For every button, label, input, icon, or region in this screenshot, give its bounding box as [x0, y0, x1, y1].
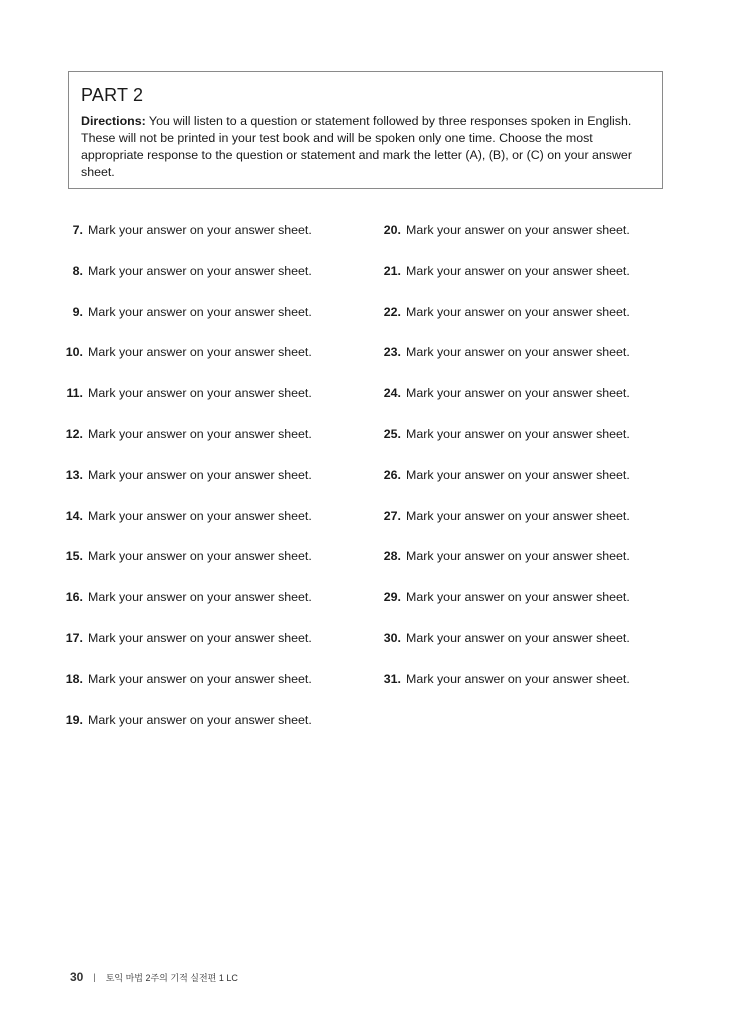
question-number: 26. — [383, 467, 401, 482]
footer-separator: | — [93, 972, 96, 982]
question-text: Mark your answer on your answer sheet. — [88, 630, 312, 645]
question-text: Mark your answer on your answer sheet. — [406, 304, 630, 319]
question-item — [378, 426, 678, 467]
question-number: 15. — [65, 549, 83, 564]
question-text: Mark your answer on your answer sheet. — [88, 223, 312, 237]
question-number: 10. — [65, 345, 83, 360]
question-number: 11. — [66, 386, 83, 401]
question-text: Mark your answer on your answer sheet. — [88, 426, 312, 441]
question-number: 25. — [383, 426, 401, 441]
part-title: PART 2 — [81, 85, 144, 105]
question-item — [378, 467, 678, 508]
directions-box — [68, 71, 663, 189]
question-item — [60, 263, 360, 304]
question-number: 27. — [383, 508, 401, 523]
question-text: Mark your answer on your answer sheet. — [88, 712, 312, 727]
question-item — [378, 589, 678, 630]
question-number: 12. — [65, 426, 83, 441]
question-item — [378, 263, 678, 304]
question-text: Mark your answer on your answer sheet. — [88, 549, 312, 564]
question-number: 13. — [65, 467, 83, 482]
page-footer — [70, 970, 238, 984]
question-number: 14. — [65, 508, 83, 523]
question-item — [60, 344, 360, 385]
question-number: 19. — [65, 712, 83, 727]
question-text: Mark your answer on your answer sheet. — [406, 508, 630, 523]
question-text: Mark your answer on your answer sheet. — [88, 467, 312, 482]
question-column-right — [378, 222, 678, 712]
question-number: 16. — [65, 590, 83, 605]
question-text: Mark your answer on your answer sheet. — [406, 263, 630, 278]
question-item — [378, 508, 678, 549]
question-text: Mark your answer on your answer sheet. — [406, 590, 630, 605]
question-text: Mark your answer on your answer sheet. — [88, 345, 312, 360]
question-number: 22. — [383, 304, 401, 319]
question-number: 30. — [383, 630, 401, 645]
question-text: Mark your answer on your answer sheet. — [88, 671, 312, 686]
question-item — [60, 589, 360, 630]
question-item — [378, 671, 678, 712]
page-number: 30 — [70, 970, 84, 984]
question-item — [60, 630, 360, 671]
question-item — [378, 630, 678, 671]
question-item — [60, 467, 360, 508]
question-text: Mark your answer on your answer sheet. — [406, 630, 630, 645]
question-number: 21. — [383, 263, 401, 278]
question-number: 24. — [383, 386, 401, 401]
question-number: 23. — [383, 345, 401, 360]
directions-body: You will listen to a question or statement followed by three responses spoken in English. These will not be printed in your test book and will be spoken only one time. Choose the most appropriate response to the question or statement and mark the letter (A), (B), or (C) on your answer sheet. — [81, 114, 632, 179]
question-number: 29. — [383, 590, 401, 605]
question-number: 28. — [383, 549, 401, 564]
question-number: 9. — [72, 304, 83, 319]
question-item — [60, 548, 360, 589]
question-text: Mark your answer on your answer sheet. — [88, 386, 312, 401]
question-item — [60, 385, 360, 426]
question-item — [60, 508, 360, 549]
question-number: 31. — [383, 671, 401, 686]
question-item — [60, 712, 360, 753]
question-text: Mark your answer on your answer sheet. — [406, 386, 630, 401]
question-item — [378, 548, 678, 589]
question-text: Mark your answer on your answer sheet. — [88, 263, 312, 278]
directions-label: Directions: — [81, 114, 146, 128]
question-item — [378, 344, 678, 385]
question-item — [378, 304, 678, 345]
question-text: Mark your answer on your answer sheet. — [406, 426, 630, 441]
question-text: Mark your answer on your answer sheet. — [406, 671, 630, 686]
directions-text — [81, 113, 650, 181]
question-number: 18. — [65, 671, 83, 686]
question-item — [60, 426, 360, 467]
question-number: 7. — [72, 223, 83, 237]
question-item — [60, 671, 360, 712]
question-text: Mark your answer on your answer sheet. — [406, 223, 630, 237]
question-number: 8. — [72, 263, 83, 278]
question-item — [378, 222, 678, 263]
question-text: Mark your answer on your answer sheet. — [406, 345, 630, 360]
question-item — [60, 222, 360, 263]
question-text: Mark your answer on your answer sheet. — [88, 508, 312, 523]
question-text: Mark your answer on your answer sheet. — [88, 590, 312, 605]
question-column-left — [60, 222, 360, 752]
question-text: Mark your answer on your answer sheet. — [88, 304, 312, 319]
book-title: 토익 마법 2주의 기적 실전편 1 LC — [105, 972, 238, 983]
question-text: Mark your answer on your answer sheet. — [406, 467, 630, 482]
question-number: 17. — [65, 630, 83, 645]
question-text: Mark your answer on your answer sheet. — [406, 549, 630, 564]
question-number: 20. — [383, 223, 401, 237]
question-item — [378, 385, 678, 426]
question-item — [60, 304, 360, 345]
